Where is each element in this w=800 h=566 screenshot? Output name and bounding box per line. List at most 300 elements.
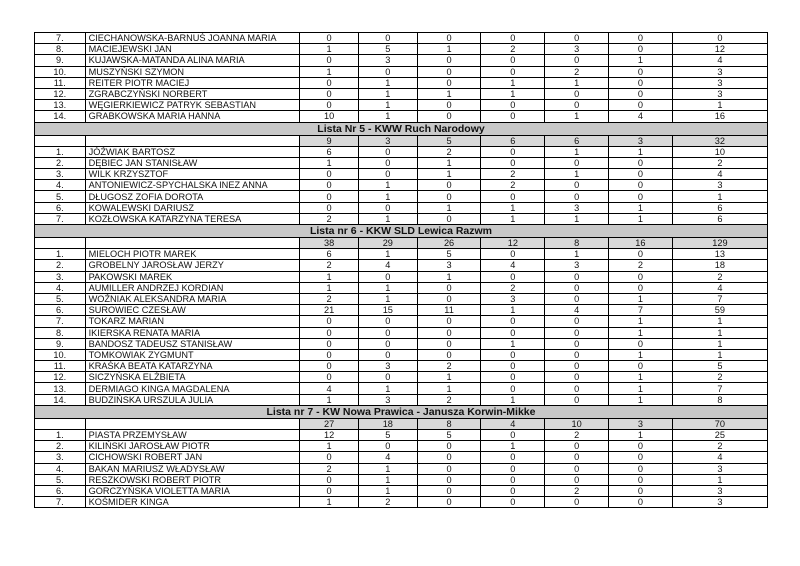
vote-count-cell: 1	[358, 249, 417, 260]
vote-count-cell: 2	[481, 169, 545, 180]
vote-count-cell: 0	[545, 327, 609, 338]
vote-total-cell: 25	[672, 430, 767, 441]
vote-count-cell: 4	[609, 111, 673, 122]
vote-count-cell: 1	[481, 305, 545, 316]
list-totals-row	[35, 418, 768, 429]
vote-count-cell: 1	[358, 293, 417, 304]
vote-count-cell: 0	[300, 485, 359, 496]
vote-count-cell: 2	[417, 146, 481, 157]
vote-count-cell: 1	[481, 441, 545, 452]
totals-blank-cell	[85, 238, 300, 249]
candidate-number: 2.	[35, 260, 86, 271]
vote-count-cell: 0	[545, 157, 609, 168]
candidate-number: 5.	[35, 474, 86, 485]
vote-count-cell: 0	[609, 338, 673, 349]
vote-count-cell: 1	[609, 383, 673, 394]
vote-count-cell: 0	[417, 55, 481, 66]
vote-count-cell: 0	[300, 452, 359, 463]
vote-count-cell: 0	[545, 361, 609, 372]
candidate-name: WILK KRZYSZTOF	[85, 169, 300, 180]
vote-count-cell: 0	[609, 282, 673, 293]
candidate-name: CICHOWSKI ROBERT JAN	[85, 452, 300, 463]
vote-count-cell: 1	[300, 271, 359, 282]
vote-count-cell: 0	[609, 77, 673, 88]
vote-count-cell: 1	[358, 88, 417, 99]
vote-total-cell: 1	[672, 349, 767, 360]
vote-count-cell: 0	[358, 316, 417, 327]
candidate-number: 11.	[35, 77, 86, 88]
vote-count-cell: 1	[417, 271, 481, 282]
vote-count-cell: 0	[481, 55, 545, 66]
candidate-number: 6.	[35, 305, 86, 316]
vote-count-cell: 0	[481, 316, 545, 327]
vote-total-cell: 4	[672, 282, 767, 293]
candidate-name: GROBELNY JAROSŁAW JERZY	[85, 260, 300, 271]
vote-count-cell: 1	[545, 77, 609, 88]
vote-count-cell: 2	[481, 44, 545, 55]
vote-count-cell: 0	[417, 77, 481, 88]
vote-count-cell: 2	[545, 485, 609, 496]
candidate-name: BAKAN MARIUSZ WŁADYSŁAW	[85, 463, 300, 474]
vote-count-cell: 1	[609, 316, 673, 327]
vote-count-cell: 0	[358, 157, 417, 168]
vote-total-cell: 1	[672, 327, 767, 338]
candidate-row	[35, 169, 768, 180]
vote-count-cell: 6	[300, 249, 359, 260]
list-total-cell: 27	[300, 418, 359, 429]
vote-count-cell: 0	[300, 55, 359, 66]
vote-count-cell: 0	[358, 338, 417, 349]
vote-count-cell: 0	[609, 157, 673, 168]
list-total-cell: 70	[672, 418, 767, 429]
vote-count-cell: 1	[358, 77, 417, 88]
vote-count-cell: 1	[358, 100, 417, 111]
vote-count-cell: 0	[481, 474, 545, 485]
vote-total-cell: 0	[672, 33, 767, 44]
candidate-row	[35, 383, 768, 394]
vote-count-cell: 12	[300, 430, 359, 441]
candidate-row	[35, 463, 768, 474]
vote-count-cell: 1	[358, 485, 417, 496]
vote-count-cell: 1	[609, 430, 673, 441]
vote-count-cell: 3	[545, 44, 609, 55]
vote-total-cell: 3	[672, 485, 767, 496]
vote-count-cell: 1	[545, 213, 609, 224]
vote-total-cell: 4	[672, 169, 767, 180]
list-total-cell: 9	[300, 135, 359, 146]
candidate-row	[35, 111, 768, 122]
vote-total-cell: 3	[672, 463, 767, 474]
vote-count-cell: 0	[609, 485, 673, 496]
vote-count-cell: 4	[358, 260, 417, 271]
vote-total-cell: 2	[672, 441, 767, 452]
list-total-cell: 29	[358, 238, 417, 249]
vote-count-cell: 6	[300, 146, 359, 157]
vote-count-cell: 0	[300, 316, 359, 327]
vote-total-cell: 13	[672, 249, 767, 260]
candidate-number: 1.	[35, 430, 86, 441]
vote-count-cell: 0	[481, 372, 545, 383]
candidate-number: 10.	[35, 349, 86, 360]
vote-count-cell: 0	[609, 497, 673, 508]
vote-count-cell: 0	[358, 66, 417, 77]
vote-count-cell: 0	[481, 249, 545, 260]
candidate-name: MIELOCH PIOTR MAREK	[85, 249, 300, 260]
vote-count-cell: 0	[481, 327, 545, 338]
vote-count-cell: 5	[417, 249, 481, 260]
vote-total-cell: 59	[672, 305, 767, 316]
list-total-cell: 6	[545, 135, 609, 146]
candidate-row	[35, 66, 768, 77]
vote-count-cell: 0	[545, 452, 609, 463]
vote-count-cell: 0	[417, 191, 481, 202]
vote-count-cell: 1	[358, 213, 417, 224]
vote-count-cell: 1	[609, 202, 673, 213]
candidate-row	[35, 293, 768, 304]
list-total-cell: 6	[481, 135, 545, 146]
candidate-name: KOWALEWSKI DARIUSZ	[85, 202, 300, 213]
candidate-row	[35, 485, 768, 496]
vote-count-cell: 0	[609, 474, 673, 485]
vote-count-cell: 0	[300, 349, 359, 360]
list-total-cell: 4	[481, 418, 545, 429]
vote-count-cell: 3	[545, 260, 609, 271]
vote-count-cell: 0	[545, 338, 609, 349]
vote-count-cell: 0	[609, 33, 673, 44]
vote-count-cell: 0	[481, 271, 545, 282]
list-total-cell: 26	[417, 238, 481, 249]
candidate-row	[35, 361, 768, 372]
totals-blank-cell	[35, 135, 86, 146]
vote-total-cell: 16	[672, 111, 767, 122]
candidate-name: REITER PIOTR MACIEJ	[85, 77, 300, 88]
vote-count-cell: 2	[417, 361, 481, 372]
vote-count-cell: 0	[300, 180, 359, 191]
list-header-row	[35, 225, 768, 238]
vote-total-cell: 4	[672, 452, 767, 463]
candidate-row	[35, 271, 768, 282]
candidate-number: 13.	[35, 100, 86, 111]
candidate-name: TOKARZ MARIAN	[85, 316, 300, 327]
candidate-row	[35, 452, 768, 463]
vote-count-cell: 1	[609, 327, 673, 338]
vote-count-cell: 1	[300, 157, 359, 168]
vote-count-cell: 1	[481, 338, 545, 349]
vote-count-cell: 0	[300, 100, 359, 111]
candidate-name: BUDZIŃSKA URSZULA JULIA	[85, 394, 300, 405]
vote-count-cell: 0	[481, 430, 545, 441]
vote-count-cell: 0	[417, 497, 481, 508]
vote-count-cell: 1	[545, 111, 609, 122]
candidate-number: 3.	[35, 271, 86, 282]
totals-blank-cell	[35, 418, 86, 429]
vote-count-cell: 0	[609, 271, 673, 282]
candidate-name: PAKOWSKI MAREK	[85, 271, 300, 282]
vote-count-cell: 1	[358, 180, 417, 191]
vote-count-cell: 0	[481, 111, 545, 122]
vote-count-cell: 5	[358, 44, 417, 55]
vote-count-cell: 2	[481, 282, 545, 293]
vote-count-cell: 0	[417, 100, 481, 111]
vote-total-cell: 7	[672, 383, 767, 394]
vote-count-cell: 1	[481, 77, 545, 88]
candidate-name: KOZŁOWSKA KATARZYNA TERESA	[85, 213, 300, 224]
vote-total-cell: 1	[672, 338, 767, 349]
list-total-cell: 32	[672, 135, 767, 146]
vote-count-cell: 0	[417, 474, 481, 485]
vote-count-cell: 0	[417, 349, 481, 360]
candidate-row	[35, 55, 768, 66]
vote-count-cell: 0	[300, 327, 359, 338]
candidate-row	[35, 316, 768, 327]
vote-count-cell: 1	[609, 213, 673, 224]
vote-total-cell: 2	[672, 157, 767, 168]
results-sheet	[34, 32, 768, 508]
vote-count-cell: 0	[545, 441, 609, 452]
vote-count-cell: 1	[358, 111, 417, 122]
candidate-name: IKIERSKA RENATA MARIA	[85, 327, 300, 338]
vote-total-cell: 6	[672, 213, 767, 224]
candidate-name: KOŚMIDER KINGA	[85, 497, 300, 508]
vote-count-cell: 0	[417, 327, 481, 338]
list-header-row	[35, 122, 768, 135]
vote-count-cell: 1	[417, 169, 481, 180]
vote-count-cell: 0	[300, 33, 359, 44]
totals-blank-cell	[85, 418, 300, 429]
vote-count-cell: 2	[358, 497, 417, 508]
vote-total-cell: 5	[672, 361, 767, 372]
vote-count-cell: 2	[300, 293, 359, 304]
candidate-number: 10.	[35, 66, 86, 77]
vote-count-cell: 0	[417, 463, 481, 474]
vote-count-cell: 0	[417, 293, 481, 304]
list-totals-row	[35, 135, 768, 146]
vote-count-cell: 0	[481, 497, 545, 508]
vote-count-cell: 0	[481, 452, 545, 463]
vote-count-cell: 0	[300, 202, 359, 213]
vote-count-cell: 0	[545, 88, 609, 99]
vote-count-cell: 0	[609, 249, 673, 260]
candidate-row	[35, 100, 768, 111]
vote-count-cell: 3	[481, 293, 545, 304]
vote-count-cell: 11	[417, 305, 481, 316]
vote-total-cell: 1	[672, 191, 767, 202]
vote-total-cell: 1	[672, 474, 767, 485]
vote-count-cell: 1	[417, 202, 481, 213]
vote-count-cell: 0	[609, 452, 673, 463]
vote-count-cell: 0	[417, 33, 481, 44]
vote-count-cell: 3	[545, 202, 609, 213]
candidate-number: 4.	[35, 463, 86, 474]
vote-count-cell: 0	[358, 146, 417, 157]
candidate-name: SUROWIEC CZESŁAW	[85, 305, 300, 316]
vote-count-cell: 0	[417, 111, 481, 122]
candidate-row	[35, 191, 768, 202]
vote-total-cell: 2	[672, 372, 767, 383]
vote-count-cell: 4	[545, 305, 609, 316]
candidate-name: KUJAWSKA-MATANDA ALINA MARIA	[85, 55, 300, 66]
vote-count-cell: 0	[545, 474, 609, 485]
vote-count-cell: 0	[481, 383, 545, 394]
list-total-cell: 3	[609, 418, 673, 429]
vote-count-cell: 0	[481, 349, 545, 360]
vote-count-cell: 0	[417, 316, 481, 327]
vote-count-cell: 0	[417, 441, 481, 452]
candidate-name: MUSZYŃSKI SZYMON	[85, 66, 300, 77]
vote-count-cell: 5	[358, 430, 417, 441]
vote-count-cell: 0	[609, 44, 673, 55]
vote-count-cell: 0	[545, 394, 609, 405]
candidate-row	[35, 33, 768, 44]
candidate-number: 3.	[35, 169, 86, 180]
vote-count-cell: 0	[481, 100, 545, 111]
candidate-row	[35, 282, 768, 293]
candidate-number: 2.	[35, 441, 86, 452]
candidate-number: 14.	[35, 394, 86, 405]
vote-count-cell: 1	[417, 372, 481, 383]
candidate-number: 5.	[35, 293, 86, 304]
vote-count-cell: 3	[358, 55, 417, 66]
vote-count-cell: 1	[417, 88, 481, 99]
list-total-cell: 8	[545, 238, 609, 249]
vote-count-cell: 1	[300, 282, 359, 293]
vote-count-cell: 0	[545, 349, 609, 360]
candidate-row	[35, 305, 768, 316]
vote-count-cell: 0	[417, 282, 481, 293]
candidate-number: 12.	[35, 88, 86, 99]
vote-count-cell: 1	[481, 213, 545, 224]
vote-count-cell: 2	[609, 260, 673, 271]
vote-count-cell: 1	[417, 383, 481, 394]
vote-count-cell: 0	[609, 100, 673, 111]
vote-count-cell: 0	[358, 372, 417, 383]
list-totals-row	[35, 238, 768, 249]
vote-count-cell: 0	[300, 474, 359, 485]
candidate-number: 5.	[35, 191, 86, 202]
candidate-name: AUMILLER ANDRZEJ KORDIAN	[85, 282, 300, 293]
candidate-number: 6.	[35, 202, 86, 213]
vote-count-cell: 1	[481, 202, 545, 213]
vote-count-cell: 3	[358, 394, 417, 405]
vote-total-cell: 3	[672, 88, 767, 99]
candidate-row	[35, 497, 768, 508]
vote-count-cell: 2	[300, 463, 359, 474]
candidate-name: MACIEJEWSKI JAN	[85, 44, 300, 55]
candidate-name: TOMKOWIAK ZYGMUNT	[85, 349, 300, 360]
candidate-row	[35, 88, 768, 99]
vote-count-cell: 0	[545, 316, 609, 327]
list-total-cell: 10	[545, 418, 609, 429]
candidate-name: ANTONIEWICZ-SPYCHALSKA INEZ ANNA	[85, 180, 300, 191]
candidate-number: 7.	[35, 497, 86, 508]
candidate-number: 2.	[35, 157, 86, 168]
vote-count-cell: 0	[300, 77, 359, 88]
list-total-cell: 3	[358, 135, 417, 146]
vote-total-cell: 3	[672, 497, 767, 508]
vote-count-cell: 0	[545, 497, 609, 508]
candidate-name: WOŹNIAK ALEKSANDRA MARIA	[85, 293, 300, 304]
candidate-name: WĘGIERKIEWICZ PATRYK SEBASTIAN	[85, 100, 300, 111]
candidate-name: BANDOSZ TADEUSZ STANISŁAW	[85, 338, 300, 349]
vote-count-cell: 0	[300, 169, 359, 180]
vote-count-cell: 0	[609, 441, 673, 452]
vote-count-cell: 5	[417, 430, 481, 441]
vote-count-cell: 1	[545, 249, 609, 260]
candidate-row	[35, 249, 768, 260]
candidate-name: GORCZYŃSKA VIOLETTA MARIA	[85, 485, 300, 496]
candidate-row	[35, 349, 768, 360]
vote-count-cell: 0	[300, 372, 359, 383]
vote-count-cell: 0	[358, 202, 417, 213]
vote-count-cell: 2	[417, 394, 481, 405]
vote-count-cell: 0	[545, 463, 609, 474]
vote-count-cell: 0	[300, 191, 359, 202]
candidate-name: GRABKOWSKA MARIA HANNA	[85, 111, 300, 122]
vote-count-cell: 7	[609, 305, 673, 316]
vote-count-cell: 0	[609, 463, 673, 474]
candidate-number: 1.	[35, 249, 86, 260]
vote-count-cell: 0	[545, 293, 609, 304]
candidate-name: PIASTA PRZEMYSŁAW	[85, 430, 300, 441]
candidate-number: 12.	[35, 372, 86, 383]
vote-count-cell: 1	[358, 463, 417, 474]
list-total-cell: 38	[300, 238, 359, 249]
vote-count-cell: 0	[545, 271, 609, 282]
vote-count-cell: 0	[481, 157, 545, 168]
vote-total-cell: 4	[672, 55, 767, 66]
vote-count-cell: 0	[609, 169, 673, 180]
candidate-row	[35, 474, 768, 485]
candidate-row	[35, 260, 768, 271]
vote-total-cell: 7	[672, 293, 767, 304]
vote-count-cell: 0	[417, 180, 481, 191]
vote-count-cell: 4	[358, 452, 417, 463]
candidate-row	[35, 441, 768, 452]
vote-count-cell: 1	[417, 44, 481, 55]
vote-count-cell: 1	[358, 474, 417, 485]
candidate-name: KRAŚKA BEATA KATARZYNA	[85, 361, 300, 372]
vote-total-cell: 10	[672, 146, 767, 157]
candidate-number: 14.	[35, 111, 86, 122]
candidate-number: 8.	[35, 327, 86, 338]
list-total-cell: 5	[417, 135, 481, 146]
candidate-number: 1.	[35, 146, 86, 157]
vote-count-cell: 0	[358, 169, 417, 180]
candidate-number: 4.	[35, 282, 86, 293]
results-body	[35, 33, 768, 508]
vote-count-cell: 4	[481, 260, 545, 271]
candidate-name: ZGRABCZYŃSKI NORBERT	[85, 88, 300, 99]
vote-count-cell: 2	[300, 213, 359, 224]
vote-count-cell: 1	[609, 372, 673, 383]
list-title: Lista Nr 5 - KWW Ruch Narodowy	[35, 122, 768, 135]
vote-count-cell: 0	[481, 191, 545, 202]
vote-count-cell: 1	[609, 146, 673, 157]
vote-count-cell: 0	[417, 452, 481, 463]
vote-total-cell: 12	[672, 44, 767, 55]
vote-count-cell: 0	[481, 361, 545, 372]
vote-count-cell: 0	[481, 33, 545, 44]
candidate-row	[35, 202, 768, 213]
vote-count-cell: 1	[358, 383, 417, 394]
results-table	[34, 32, 768, 508]
vote-count-cell: 0	[545, 282, 609, 293]
vote-count-cell: 0	[300, 88, 359, 99]
vote-count-cell: 2	[300, 260, 359, 271]
candidate-row	[35, 180, 768, 191]
vote-count-cell: 0	[358, 271, 417, 282]
vote-count-cell: 0	[417, 338, 481, 349]
